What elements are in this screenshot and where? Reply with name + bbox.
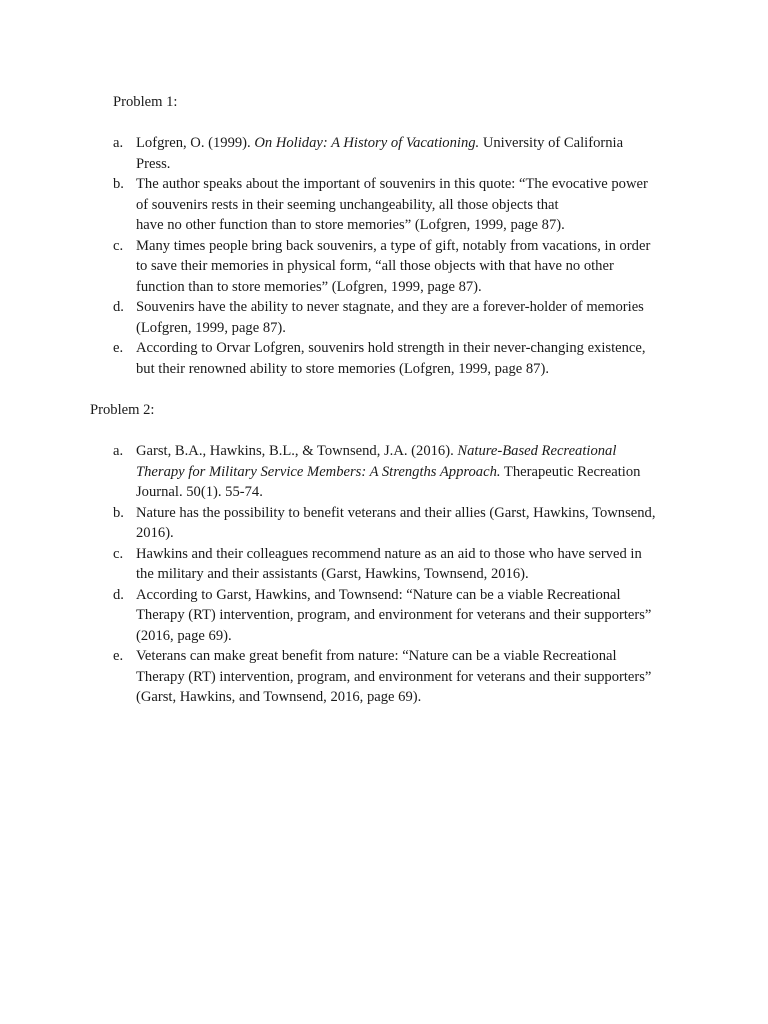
- text-segment: Therapy (RT) intervention, program, and environment for veterans and their supporters”: [136, 607, 652, 623]
- text-segment: of souvenirs rests in their seeming unchangeability, all those objects that: [136, 196, 559, 213]
- text-segment: the military and their assistants (Garst, Hawkins, Townsend, 2016).: [136, 566, 529, 582]
- text-line: [136, 646, 673, 667]
- list-marker: c.: [113, 545, 124, 562]
- list-marker: e.: [113, 648, 124, 664]
- text-segment: The author speaks about the important of souvenirs in this quote: “The evocative power: [136, 176, 648, 192]
- text-line: [136, 544, 673, 565]
- text-segment: but their renowned ability to store memories (Lofgren, 1999, page 87).: [136, 360, 549, 377]
- text-segment: (2016, page 69).: [136, 627, 232, 644]
- list-item: [113, 503, 673, 544]
- text-segment: Veterans can make great benefit from nature: “Nature can be a viable Recreational: [136, 648, 617, 664]
- list-marker: b.: [113, 504, 124, 521]
- text-line: [136, 564, 673, 585]
- list-marker: c.: [113, 237, 124, 254]
- text-segment: Hawkins and their colleagues recommend nature as an aid to those who have served in: [136, 545, 642, 562]
- text-line: [136, 667, 673, 688]
- problem-2-list: [113, 441, 673, 708]
- problem-2-heading: Problem 2:: [90, 402, 155, 418]
- text-segment: 2016).: [136, 525, 174, 541]
- italic-title-segment: Therapy for Military Service Members: A Strengths Approach.: [136, 463, 501, 480]
- text-segment: Therapy (RT) intervention, program, and environment for veterans and their supporters”: [136, 668, 652, 685]
- list-marker: d.: [113, 299, 124, 315]
- text-segment: (Lofgren, 1999, page 87).: [136, 319, 286, 336]
- text-line: [136, 318, 673, 339]
- text-line: [136, 256, 673, 277]
- text-segment: Nature has the possibility to benefit veterans and their allies (Garst, Hawkins, Townsend,: [136, 504, 656, 521]
- text-segment: Souvenirs have the ability to never stagnate, and they are a forever-holder of memories: [136, 299, 644, 315]
- text-line: [136, 441, 673, 462]
- list-marker: a.: [113, 443, 124, 459]
- text-segment: University of California: [479, 135, 624, 151]
- text-line: [136, 503, 673, 524]
- list-item: [113, 585, 673, 647]
- problem-1-list: [113, 133, 673, 379]
- list-item: [113, 441, 673, 503]
- text-line: [136, 236, 673, 257]
- text-line: [136, 359, 673, 380]
- text-segment: function than to store memories” (Lofgren, 1999, page 87).: [136, 278, 482, 295]
- text-line: [136, 585, 673, 606]
- text-line: [136, 687, 673, 708]
- list-item: [113, 338, 673, 379]
- list-item: [113, 544, 673, 585]
- list-item: [113, 236, 673, 298]
- text-line: [136, 277, 673, 298]
- text-line: [136, 133, 673, 154]
- list-marker: b.: [113, 176, 124, 192]
- text-line: [136, 154, 673, 175]
- list-marker: d.: [113, 586, 124, 603]
- list-marker: a.: [113, 135, 124, 151]
- text-segment: Press.: [136, 155, 171, 172]
- text-line: [136, 174, 673, 195]
- text-line: [136, 215, 673, 236]
- text-line: [136, 462, 673, 483]
- text-segment: According to Garst, Hawkins, and Townsend: “Nature can be a viable Recreational: [136, 586, 621, 603]
- text-segment: have no other function than to store memories” (Lofgren, 1999, page 87).: [136, 217, 565, 233]
- text-line: [136, 195, 673, 216]
- text-segment: Garst, B.A., Hawkins, B.L., & Townsend, J.A. (2016).: [136, 443, 458, 459]
- text-line: [136, 338, 673, 359]
- text-line: [136, 605, 673, 626]
- problem-1-heading: Problem 1:: [113, 94, 178, 110]
- italic-title-segment: On Holiday: A History of Vacationing.: [254, 135, 480, 151]
- list-item: [113, 133, 673, 174]
- text-segment: According to Orvar Lofgren, souvenirs hold strength in their never-changing existence,: [136, 340, 646, 356]
- text-line: [136, 482, 673, 503]
- text-line: [136, 297, 673, 318]
- text-segment: Many times people bring back souvenirs, a type of gift, notably from vacations, in order: [136, 237, 651, 254]
- list-item: [113, 297, 673, 338]
- list-item: [113, 646, 673, 708]
- text-segment: Therapeutic Recreation: [500, 463, 641, 480]
- text-line: [136, 626, 673, 647]
- list-item: [113, 174, 673, 236]
- italic-title-segment: Nature-Based Recreational: [457, 443, 617, 459]
- text-segment: Lofgren, O. (1999).: [136, 135, 255, 151]
- text-line: [136, 523, 673, 544]
- text-segment: (Garst, Hawkins, and Townsend, 2016, page 69).: [136, 689, 422, 705]
- text-segment: Journal. 50(1). 55-74.: [136, 484, 263, 500]
- list-marker: e.: [113, 340, 124, 356]
- text-segment: to save their memories in physical form, “all those objects with that have no other: [136, 258, 614, 274]
